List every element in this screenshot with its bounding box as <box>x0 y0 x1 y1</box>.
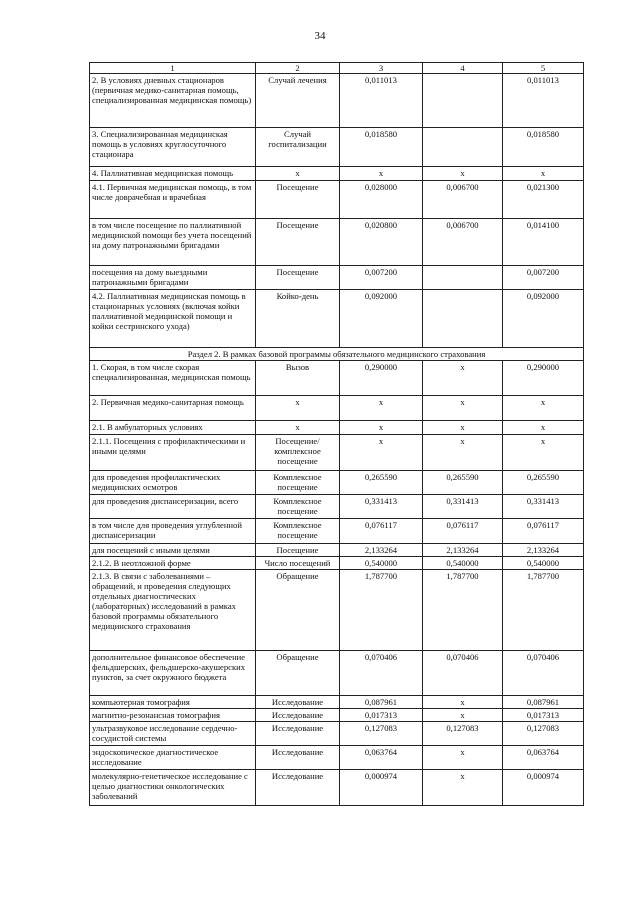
value-cell: х <box>423 167 503 181</box>
value-cell: х <box>423 746 503 770</box>
value-cell <box>423 290 503 348</box>
value-cell: 0,011013 <box>340 74 423 128</box>
value-cell: 0,006700 <box>423 219 503 266</box>
table-row <box>90 128 584 167</box>
value-cell: х <box>423 709 503 722</box>
value-cell: 1,787700 <box>423 570 503 651</box>
unit-cell: х <box>256 396 340 421</box>
value-cell: 0,290000 <box>503 361 584 396</box>
value-cell: 0,011013 <box>503 74 584 128</box>
unit-cell: Комплексное посещение <box>256 495 340 519</box>
value-cell: х <box>503 167 584 181</box>
value-cell: х <box>340 435 423 471</box>
unit-cell: Исследование <box>256 770 340 806</box>
header-cell: 5 <box>503 63 584 74</box>
value-cell: х <box>423 361 503 396</box>
value-cell: 0,017313 <box>503 709 584 722</box>
value-cell: 0,331413 <box>423 495 503 519</box>
table-row <box>90 495 584 519</box>
value-cell: х <box>340 167 423 181</box>
row-name-cell: 4.2. Паллиативная медицинская помощь в стационарных условиях (включая койки паллиативной медицинской помощи и койки сестринского ухода) <box>90 290 256 348</box>
table-row <box>90 167 584 181</box>
value-cell: 0,127083 <box>423 722 503 746</box>
table-row <box>90 471 584 495</box>
unit-cell: Посещение <box>256 544 340 557</box>
unit-cell: Комплексное посещение <box>256 519 340 544</box>
row-name-cell: молекулярно-генетическое исследование с целью диагностики онкологических заболеваний <box>90 770 256 806</box>
value-cell: х <box>423 396 503 421</box>
row-name-cell: эндоскопическое диагностическое исследование <box>90 746 256 770</box>
unit-cell: Исследование <box>256 746 340 770</box>
table-row <box>90 709 584 722</box>
table-row <box>90 219 584 266</box>
unit-cell: Число посещений <box>256 557 340 570</box>
value-cell <box>423 128 503 167</box>
unit-cell: Посещение <box>256 266 340 290</box>
header-cell: 2 <box>256 63 340 74</box>
row-name-cell: 3. Специализированная медицинская помощь в условиях круглосуточного стационара <box>90 128 256 167</box>
norms-table <box>89 62 584 806</box>
row-name-cell: для проведения профилактических медицинских осмотров <box>90 471 256 495</box>
header-row <box>90 63 584 74</box>
value-cell: 0,092000 <box>340 290 423 348</box>
row-name-cell: в том числе для проведения углубленной диспансеризации <box>90 519 256 544</box>
value-cell <box>423 266 503 290</box>
page-number: 34 <box>314 30 326 42</box>
value-cell: 0,076117 <box>503 519 584 544</box>
value-cell: х <box>340 396 423 421</box>
unit-cell: Посещение <box>256 219 340 266</box>
value-cell: 0,014100 <box>503 219 584 266</box>
row-name-cell: 4.1. Первичная медицинская помощь, в том числе доврачебная и врачебная <box>90 181 256 219</box>
unit-cell: Койко-день <box>256 290 340 348</box>
value-cell: 0,021300 <box>503 181 584 219</box>
value-cell: х <box>340 421 423 435</box>
value-cell: 0,087961 <box>340 696 423 709</box>
table-row <box>90 421 584 435</box>
row-name-cell: 2.1.3. В связи с заболеваниями – обращений, и проведения следующих отдельных диагностических (лабораторных) исследований в рамках базовой программы обязательного медицинского страхования <box>90 570 256 651</box>
table-row <box>90 435 584 471</box>
value-cell: 0,092000 <box>503 290 584 348</box>
value-cell <box>423 74 503 128</box>
value-cell: 0,265590 <box>503 471 584 495</box>
value-cell: 0,540000 <box>423 557 503 570</box>
value-cell: 0,007200 <box>503 266 584 290</box>
value-cell: х <box>503 396 584 421</box>
unit-cell: х <box>256 421 340 435</box>
value-cell: 0,017313 <box>340 709 423 722</box>
table-row <box>90 651 584 696</box>
value-cell: 1,787700 <box>503 570 584 651</box>
value-cell: 0,070406 <box>423 651 503 696</box>
table-row <box>90 361 584 396</box>
unit-cell: Комплексное посещение <box>256 471 340 495</box>
value-cell: 0,018580 <box>503 128 584 167</box>
table-row <box>90 396 584 421</box>
value-cell: 0,006700 <box>423 181 503 219</box>
table-row <box>90 266 584 290</box>
value-cell: 2,133264 <box>423 544 503 557</box>
unit-cell: Исследование <box>256 722 340 746</box>
value-cell: 0,000974 <box>340 770 423 806</box>
value-cell: 0,020800 <box>340 219 423 266</box>
row-name-cell: для посещений с иными целями <box>90 544 256 557</box>
value-cell: 0,070406 <box>340 651 423 696</box>
value-cell: 0,331413 <box>340 495 423 519</box>
row-name-cell: 4. Паллиативная медицинская помощь <box>90 167 256 181</box>
value-cell: 0,076117 <box>340 519 423 544</box>
section-title: Раздел 2. В рамках базовой программы обязательного медицинского страхования <box>90 348 584 361</box>
value-cell: 0,540000 <box>340 557 423 570</box>
value-cell: 1,787700 <box>340 570 423 651</box>
value-cell: х <box>503 435 584 471</box>
row-name-cell: 2. Первичная медико-санитарная помощь <box>90 396 256 421</box>
value-cell: 0,028000 <box>340 181 423 219</box>
value-cell: 0,063764 <box>340 746 423 770</box>
value-cell: 0,063764 <box>503 746 584 770</box>
table-row <box>90 770 584 806</box>
table-row <box>90 290 584 348</box>
row-name-cell: магнитно-резонансная томография <box>90 709 256 722</box>
value-cell: 0,076117 <box>423 519 503 544</box>
table-row <box>90 722 584 746</box>
value-cell: 0,127083 <box>340 722 423 746</box>
value-cell: 0,018580 <box>340 128 423 167</box>
row-name-cell: в том числе посещение по паллиативной медицинской помощи без учета посещений на дому патронажными бригадами <box>90 219 256 266</box>
unit-cell: Вызов <box>256 361 340 396</box>
row-name-cell: 2.1. В амбулаторных условиях <box>90 421 256 435</box>
row-name-cell: 1. Скорая, в том числе скорая специализированная, медицинская помощь <box>90 361 256 396</box>
row-name-cell: для проведения диспансеризации, всего <box>90 495 256 519</box>
table-row <box>90 557 584 570</box>
value-cell: 2,133264 <box>340 544 423 557</box>
table-row <box>90 544 584 557</box>
value-cell: 0,265590 <box>423 471 503 495</box>
row-name-cell: дополнительное финансовое обеспечение фельдшерских, фельдшерско-акушерских пунктов, за счет окружного бюджета <box>90 651 256 696</box>
table-row <box>90 570 584 651</box>
value-cell: 0,087961 <box>503 696 584 709</box>
unit-cell: Исследование <box>256 696 340 709</box>
header-cell: 1 <box>90 63 256 74</box>
row-name-cell: 2.1.1. Посещения с профилактическими и иными целями <box>90 435 256 471</box>
row-name-cell: 2.1.2. В неотложной форме <box>90 557 256 570</box>
value-cell: х <box>423 770 503 806</box>
header-cell: 3 <box>340 63 423 74</box>
value-cell: 0,265590 <box>340 471 423 495</box>
value-cell: 0,290000 <box>340 361 423 396</box>
value-cell: 0,007200 <box>340 266 423 290</box>
unit-cell: Исследование <box>256 709 340 722</box>
table-row <box>90 74 584 128</box>
value-cell: 2,133264 <box>503 544 584 557</box>
value-cell: 0,540000 <box>503 557 584 570</box>
value-cell: х <box>423 421 503 435</box>
section-header-row <box>90 348 584 361</box>
table-row <box>90 696 584 709</box>
table-row <box>90 746 584 770</box>
unit-cell: Обращение <box>256 651 340 696</box>
row-name-cell: компьютерная томография <box>90 696 256 709</box>
unit-cell: Обращение <box>256 570 340 651</box>
value-cell: 0,331413 <box>503 495 584 519</box>
row-name-cell: посещения на дому выездными патронажными бригадами <box>90 266 256 290</box>
row-name-cell: ультразвуковое исследование сердечно-сосудистой системы <box>90 722 256 746</box>
unit-cell: х <box>256 167 340 181</box>
value-cell: х <box>423 696 503 709</box>
row-name-cell: 2. В условиях дневных стационаров (первичная медико-санитарная помощь, специализированная медицинская помощь) <box>90 74 256 128</box>
value-cell: 0,127083 <box>503 722 584 746</box>
header-cell: 4 <box>423 63 503 74</box>
unit-cell: Случай лечения <box>256 74 340 128</box>
unit-cell: Посещение/ комплексное посещение <box>256 435 340 471</box>
value-cell: х <box>423 435 503 471</box>
value-cell: х <box>503 421 584 435</box>
value-cell: 0,070406 <box>503 651 584 696</box>
unit-cell: Случай госпитализации <box>256 128 340 167</box>
unit-cell: Посещение <box>256 181 340 219</box>
table-row <box>90 181 584 219</box>
table-row <box>90 519 584 544</box>
value-cell: 0,000974 <box>503 770 584 806</box>
